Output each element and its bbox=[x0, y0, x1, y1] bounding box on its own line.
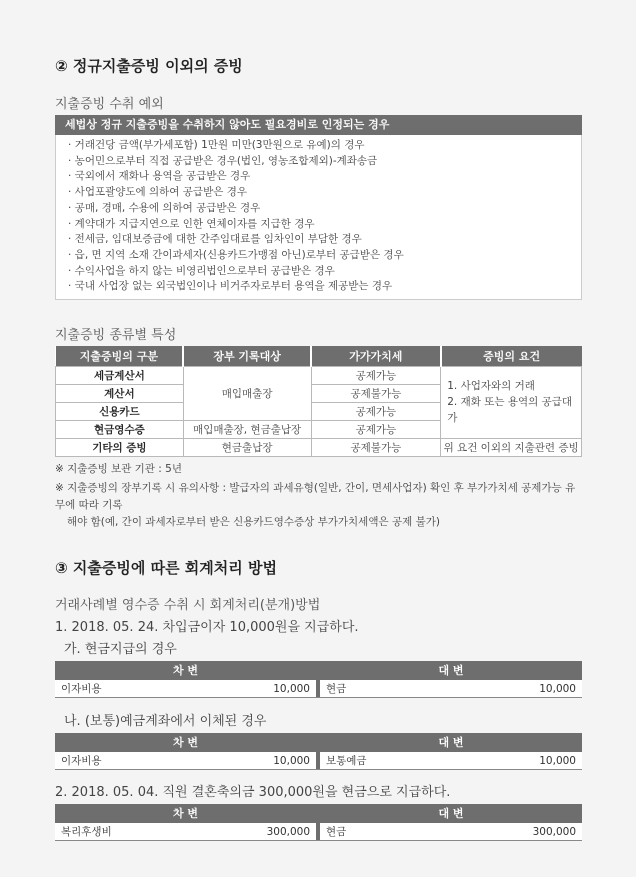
note-retention: ※ 지출증빙 보관 기관 : 5년 bbox=[55, 463, 182, 475]
table-row bbox=[56, 438, 582, 456]
type-cell: 계산서 bbox=[56, 384, 184, 402]
table-row bbox=[56, 366, 582, 384]
list-item: · 국외에서 재화나 용역을 공급받은 경우 bbox=[68, 170, 251, 183]
requirement-line: 1. 사업자와의 거래 bbox=[447, 380, 535, 392]
credit-amount: 10,000 bbox=[539, 682, 576, 695]
requirement-cell bbox=[441, 366, 582, 438]
vat-cell: 공제가능 bbox=[311, 366, 441, 384]
case2-text: 2. 2018. 05. 04. 직원 결혼축의금 300,000원을 현금으로 지급하다. bbox=[55, 785, 451, 800]
exception-list bbox=[55, 135, 582, 300]
record-cell: 매입매출장, 현금출납장 bbox=[183, 420, 311, 438]
list-item: · 사업포괄양도에 의하여 공급받은 경우 bbox=[68, 186, 247, 199]
case1b-text: 나. (보통)예금계좌에서 이체된 경우 bbox=[64, 714, 267, 729]
vat-cell: 공제가능 bbox=[311, 402, 441, 420]
debit-amount: 10,000 bbox=[273, 754, 310, 767]
case1-text: 1. 2018. 05. 24. 차입금이자 10,000원을 지급하다. bbox=[55, 620, 359, 635]
type-cell: 현금영수증 bbox=[56, 420, 184, 438]
header-vat: 가가가치세 bbox=[311, 346, 441, 366]
record-cell: 매입매출장 bbox=[183, 366, 311, 420]
note-recording: ※ 지출증빙의 장부기록 시 유의사항 : 발급자의 과세유형(일반, 간이, 면세사업자) 확인 후 부가가치세 공제가능 유무에 따라 기록 bbox=[55, 482, 576, 511]
header-record: 장부 기록대상 bbox=[183, 346, 311, 366]
list-item: · 계약대가 지급지연으로 인한 연체이자를 지급한 경우 bbox=[68, 217, 315, 230]
credit-header: 대 변 bbox=[320, 733, 582, 752]
debit-header: 차 변 bbox=[55, 804, 316, 823]
journal-table bbox=[55, 804, 582, 841]
requirement-line: 2. 재화 또는 용역의 공급대가 bbox=[447, 396, 573, 424]
vat-cell: 공제불가능 bbox=[311, 438, 441, 456]
header-requirement: 증빙의 요건 bbox=[441, 346, 582, 366]
note-recording-cont: 해야 함(예, 간이 과세자로부터 받은 신용카드영수증상 부가가치세액은 공제 불가) bbox=[67, 516, 440, 528]
vat-cell: 공제가능 bbox=[311, 420, 441, 438]
list-item: · 전세금, 임대보증금에 대한 간주임대료를 임차인이 부담한 경우 bbox=[68, 233, 362, 246]
journal-table bbox=[55, 661, 582, 698]
credit-account: 보통예금 bbox=[326, 755, 367, 767]
credit-header: 대 변 bbox=[320, 661, 582, 680]
debit-header: 차 변 bbox=[55, 733, 316, 752]
type-cell: 신용카드 bbox=[56, 402, 184, 420]
case1a-text: 가. 현금지급의 경우 bbox=[64, 642, 177, 657]
notes bbox=[55, 461, 585, 531]
debit-account: 이자비용 bbox=[61, 683, 102, 695]
list-item: · 공매, 경매, 수용에 의하여 공급받은 경우 bbox=[68, 201, 261, 214]
header-type: 지출증빙의 구분 bbox=[56, 346, 184, 366]
list-item: · 수익사업을 하지 않는 비영리법인으로부터 공급받은 경우 bbox=[68, 264, 335, 277]
debit-account: 복리후생비 bbox=[61, 826, 112, 838]
debit-amount: 10,000 bbox=[273, 682, 310, 695]
type-cell: 기타의 증빙 bbox=[56, 438, 184, 456]
evidence-types-subtitle: 지출증빙 종류별 특성 bbox=[55, 328, 177, 343]
credit-account: 현금 bbox=[326, 683, 347, 695]
debit-amount: 300,000 bbox=[266, 825, 310, 838]
section2-title: ② 정규지출증빙 이외의 증빙 bbox=[55, 57, 243, 75]
journal-subtitle: 거래사례별 영수증 수취 시 회계처리(분개)방법 bbox=[55, 598, 321, 613]
journal-table bbox=[55, 733, 582, 770]
exception-box bbox=[55, 115, 582, 300]
requirement-cell: 위 요건 이외의 지출관련 증빙 bbox=[441, 438, 582, 456]
journal-row bbox=[55, 752, 582, 770]
vat-cell: 공제불가능 bbox=[311, 384, 441, 402]
list-item: · 농어민으로부터 직접 공급받은 경우(법인, 영농조합제외)-계좌송금 bbox=[68, 154, 378, 167]
debit-account: 이자비용 bbox=[61, 755, 102, 767]
section3-title: ③ 지출증빙에 따른 회계처리 방법 bbox=[55, 559, 277, 577]
type-cell: 세금계산서 bbox=[56, 366, 184, 384]
evidence-table bbox=[55, 346, 582, 457]
list-item: · 읍, 면 지역 소재 간이과세자(신용카드가맹점 아닌)로부터 공급받은 경우 bbox=[68, 248, 404, 261]
credit-amount: 300,000 bbox=[532, 825, 576, 838]
list-item: · 거래건당 금액(부가세포함) 1만원 미만(3만원으로 유예)의 경우 bbox=[68, 139, 365, 151]
credit-account: 현금 bbox=[326, 826, 347, 838]
list-item: · 국내 사업장 없는 외국법인이나 비거주자로부터 용역을 제공받는 경우 bbox=[68, 280, 393, 293]
record-cell: 현금출납장 bbox=[183, 438, 311, 456]
credit-header: 대 변 bbox=[320, 804, 582, 823]
debit-header: 차 변 bbox=[55, 661, 316, 680]
credit-amount: 10,000 bbox=[539, 754, 576, 767]
journal-row bbox=[55, 680, 582, 698]
receipt-exception-subtitle: 지출증빙 수취 예외 bbox=[55, 97, 164, 112]
exception-box-title: 세법상 정규 지출증빙을 수취하지 않아도 필요경비로 인정되는 경우 bbox=[55, 115, 582, 135]
journal-row bbox=[55, 823, 582, 841]
